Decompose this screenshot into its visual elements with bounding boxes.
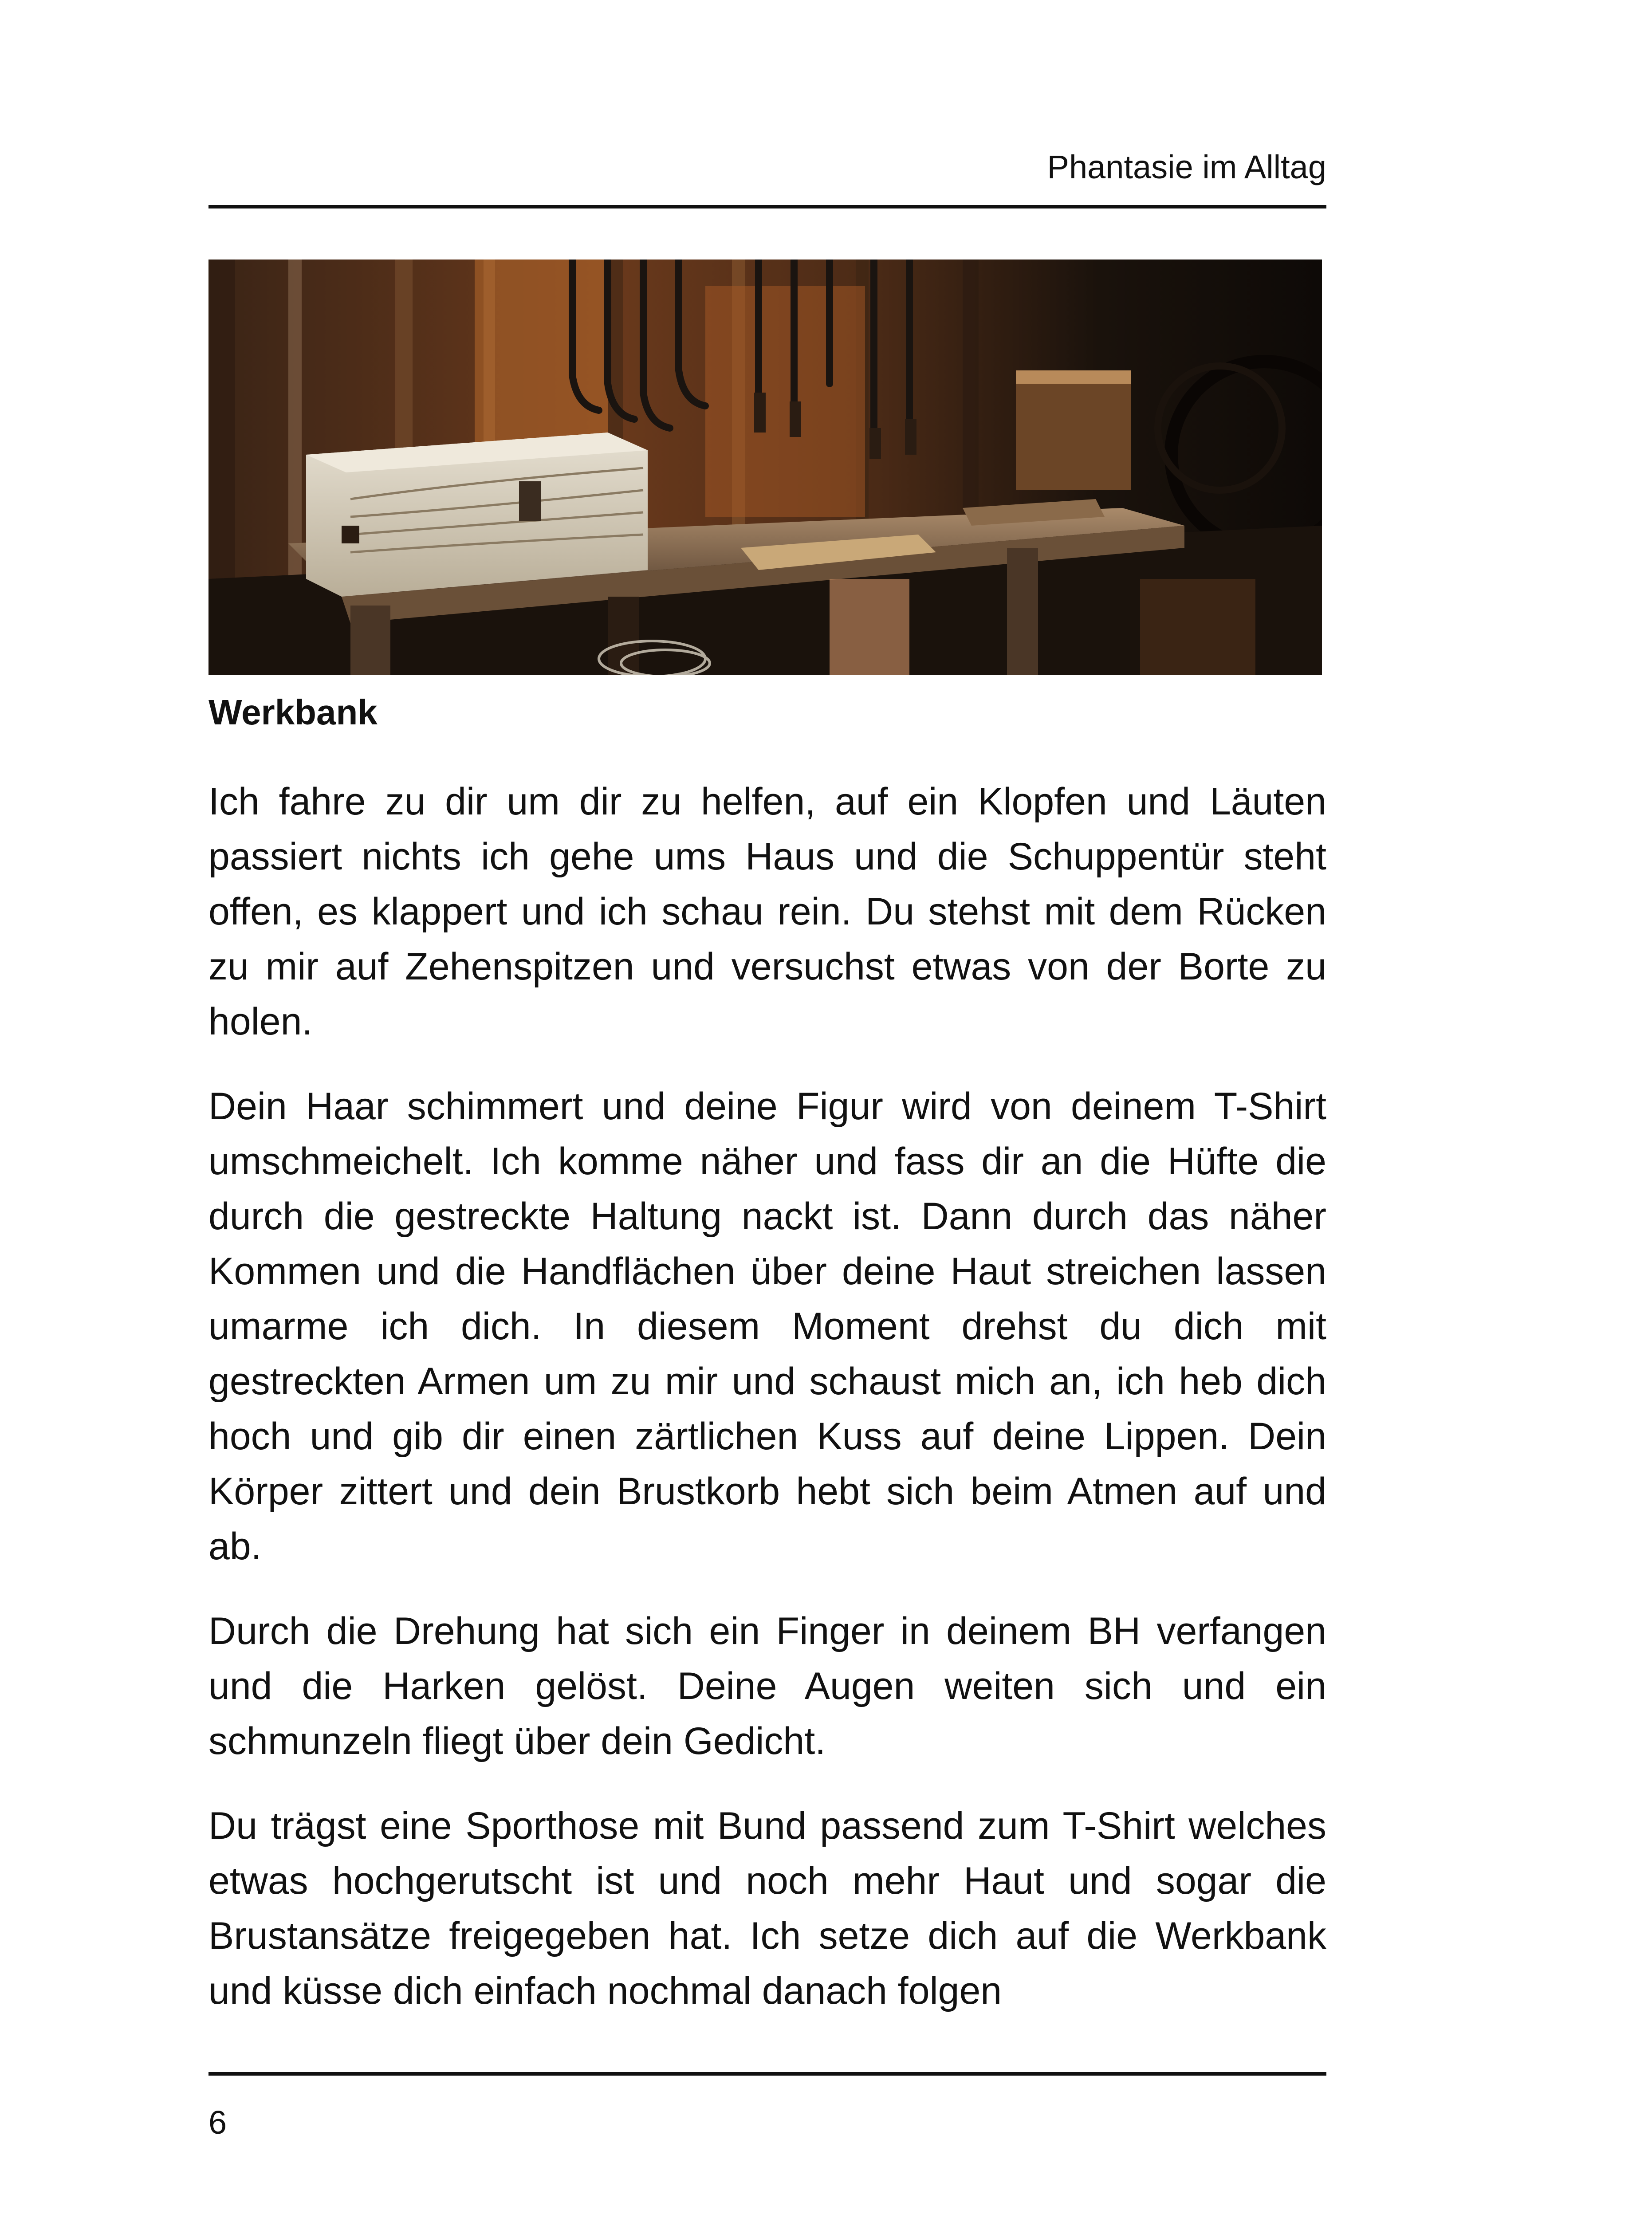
figure-caption: Werkbank [208, 692, 378, 732]
workbench-illustration [208, 260, 1322, 675]
page-number: 6 [208, 2104, 227, 2141]
paragraph: Dein Haar schimmert und deine Figur wird von deinem T-Shirt umschmeichelt. Ich komme näher und fass dir an die Hüfte die durch die gestreckte Haltung nackt ist. Dann durch das näher Kommen und die Handflächen über deine Haut streichen lassen umarme ich dich. In diesem Moment drehst du dich mit gestreckten Armen um zu mir und schaust mich an, ich heb dich hoch und gib dir einen zärtlichen Kuss auf deine Lippen. Dein Körper zittert und dein Brustkorb hebt sich beim Atmen auf und ab. [208, 1085, 1326, 1568]
paragraph: Du trägst eine Sporthose mit Bund passend zum T-Shirt welches etwas hochgerutscht ist und noch mehr Haut und sogar die Brustansätze freigegeben hat. Ich setze dich auf die Werkbank und küsse dich einfach nochmal danach folgen [208, 1805, 1326, 2012]
body-text [208, 774, 1326, 2048]
paragraph: Ich fahre zu dir um dir zu helfen, auf ein Klopfen und Läuten passiert nichts ich gehe ums Haus und die Schuppentür steht offen, es klappert und ich schau rein. Du stehst mit dem Rücken zu mir auf Zehenspitzen und versuchst etwas von der Borte zu holen. [208, 780, 1326, 1043]
footer-rule [208, 2072, 1326, 2076]
header-rule [208, 205, 1326, 208]
paragraph: Durch die Drehung hat sich ein Finger in deinem BH verfangen und die Harken gelöst. Deine Augen weiten sich und ein schmunzeln fliegt über dein Gedicht. [208, 1610, 1326, 1762]
running-header: Phantasie im Alltag [1047, 149, 1326, 185]
